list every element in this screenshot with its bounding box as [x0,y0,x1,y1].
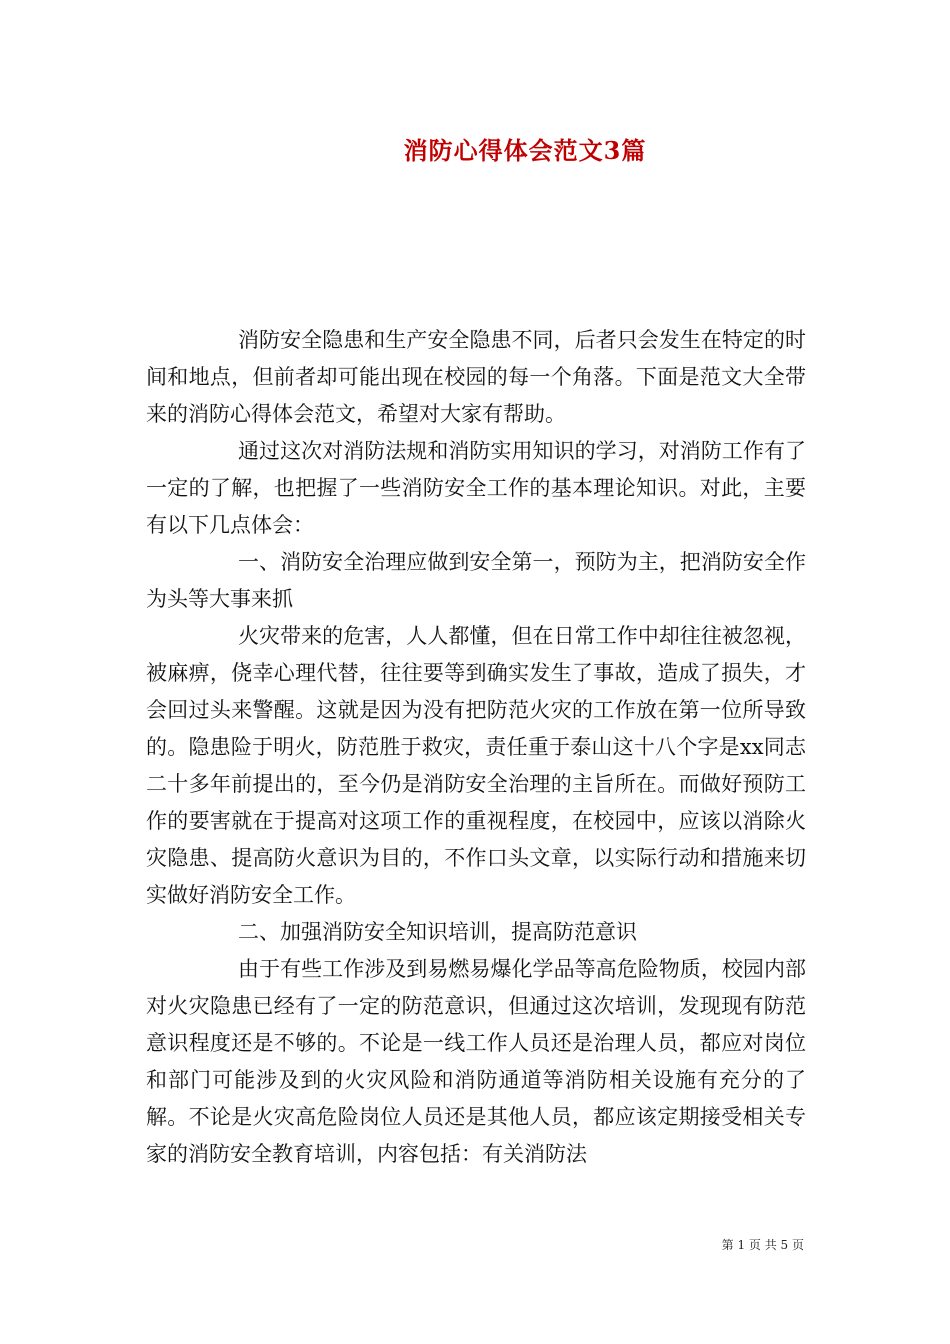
paragraph-intro: 消防安全隐患和生产安全隐患不同，后者只会发生在特定的时间和地点，但前者却可能出现在校园的每一个角落。下面是范文大全带来的消防心得体会范文，希望对大家有帮助。 [146,328,806,426]
paragraph-hazard: 火灾带来的危害，人人都懂，但在日常工作中却往往被忽视，被麻痹，侥幸心理代替，往往要等到确实发生了事故，造成了损失，才会回过头来警醒。这就是因为没有把防范火灾的工作放在第一位所导致的。隐患险于明火，防范胜于救灾，责任重于泰山这十八个字是xx同志二十多年前提出的，至今仍是消防安全治理的主旨所在。而做好预防工作的要害就在于提高对这项工作的重视程度，在校园中，应该以消除火灾隐患、提高防火意识为目的，不作口头文章，以实际行动和措施来切实做好消防安全工作。 [146,624,806,907]
page-title: 消防心得体会范文3篇 [403,136,647,165]
section-heading-2: 二、加强消防安全知识培训，提高防范意识 [238,920,637,944]
section-heading-1: 一、消防安全治理应做到安全第一，预防为主，把消防安全作为头等大事来抓 [146,550,806,611]
paragraph-study: 通过这次对消防法规和消防实用知识的学习，对消防工作有了一定的了解，也把握了一些消防安全工作的基本理论知识。对此，主要有以下几点体会： [146,439,806,537]
page-footer: 第 1 页 共 5 页 [721,1238,804,1252]
paragraph-training: 由于有些工作涉及到易燃易爆化学品等高危险物质，校园内部对火灾隐患已经有了一定的防范意识，但通过这次培训，发现现有防范意识程度还是不够的。不论是一线工作人员还是治理人员，都应对岗位和部门可能涉及到的火灾风险和消防通道等消防相关设施有充分的了解。不论是火灾高危险岗位人员还是其他人员，都应该定期接受相关专家的消防安全教育培训，内容包括：有关消防法 [146,957,806,1166]
document-body [146,322,806,1173]
